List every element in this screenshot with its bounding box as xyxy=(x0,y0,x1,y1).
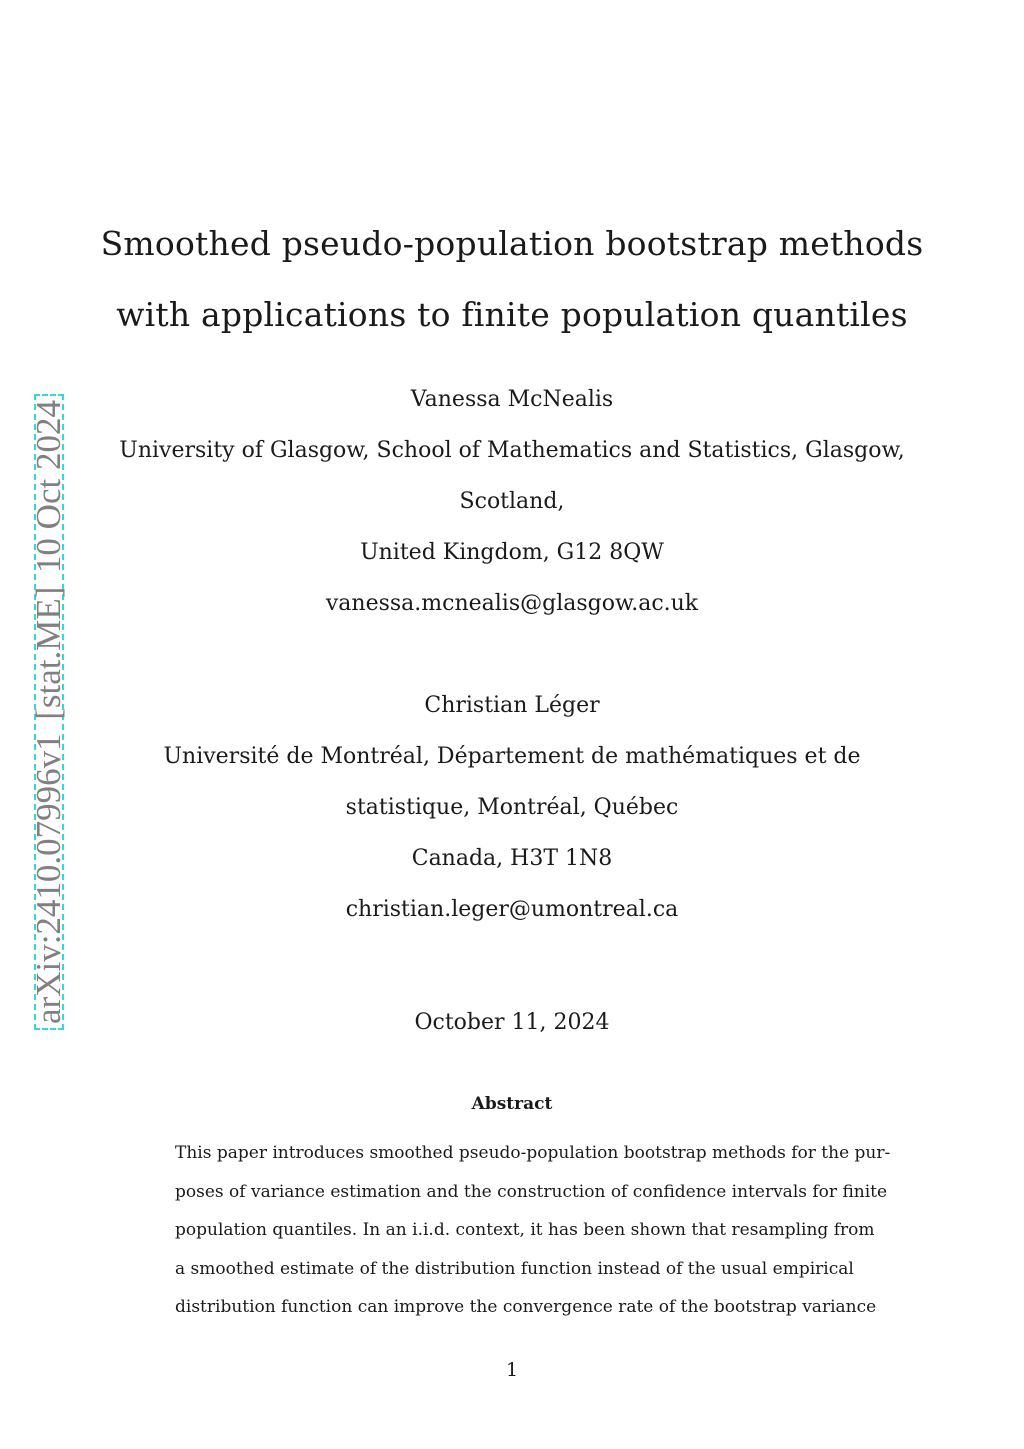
author-name: Vanessa McNealis xyxy=(410,387,614,412)
author-affiliation: Canada, H3T 1N8 xyxy=(411,846,613,871)
abstract-line: population quantiles. In an i.i.d. context, it has been shown that resampling from xyxy=(175,1220,875,1240)
author-email: vanessa.mcnealis@glasgow.ac.uk xyxy=(325,591,699,616)
abstract-line: This paper introduces smoothed pseudo-population bootstrap methods for the pur- xyxy=(175,1143,891,1163)
author-affiliation: Université de Montréal, Département de mathématiques et de xyxy=(163,744,861,769)
abstract-line: distribution function can improve the convergence rate of the bootstrap variance xyxy=(175,1297,877,1317)
author-name: Christian Léger xyxy=(424,693,600,718)
arxiv-date: 10 Oct 2024 xyxy=(29,400,68,574)
abstract-heading: Abstract xyxy=(471,1094,553,1114)
author-affiliation: statistique, Montréal, Québec xyxy=(345,795,679,820)
abstract-line: a smoothed estimate of the distribution function instead of the usual empirical xyxy=(175,1259,854,1279)
arxiv-id: arXiv:2410.07996v1 xyxy=(29,733,68,1024)
page-number: 1 xyxy=(505,1359,519,1381)
arxiv-category: [stat.ME] xyxy=(29,586,68,720)
abstract-line: poses of variance estimation and the construction of confidence intervals for finite xyxy=(175,1182,888,1202)
author-affiliation: United Kingdom, G12 8QW xyxy=(360,540,664,565)
title-line-1: Smoothed pseudo-population bootstrap methods xyxy=(100,224,924,263)
author-email: christian.leger@umontreal.ca xyxy=(345,897,679,922)
paper-date: October 11, 2024 xyxy=(414,1010,610,1035)
author-affiliation: University of Glasgow, School of Mathematics and Statistics, Glasgow, xyxy=(119,438,905,463)
author-affiliation: Scotland, xyxy=(459,489,565,514)
title-line-2: with applications to finite population quantiles xyxy=(116,295,908,334)
